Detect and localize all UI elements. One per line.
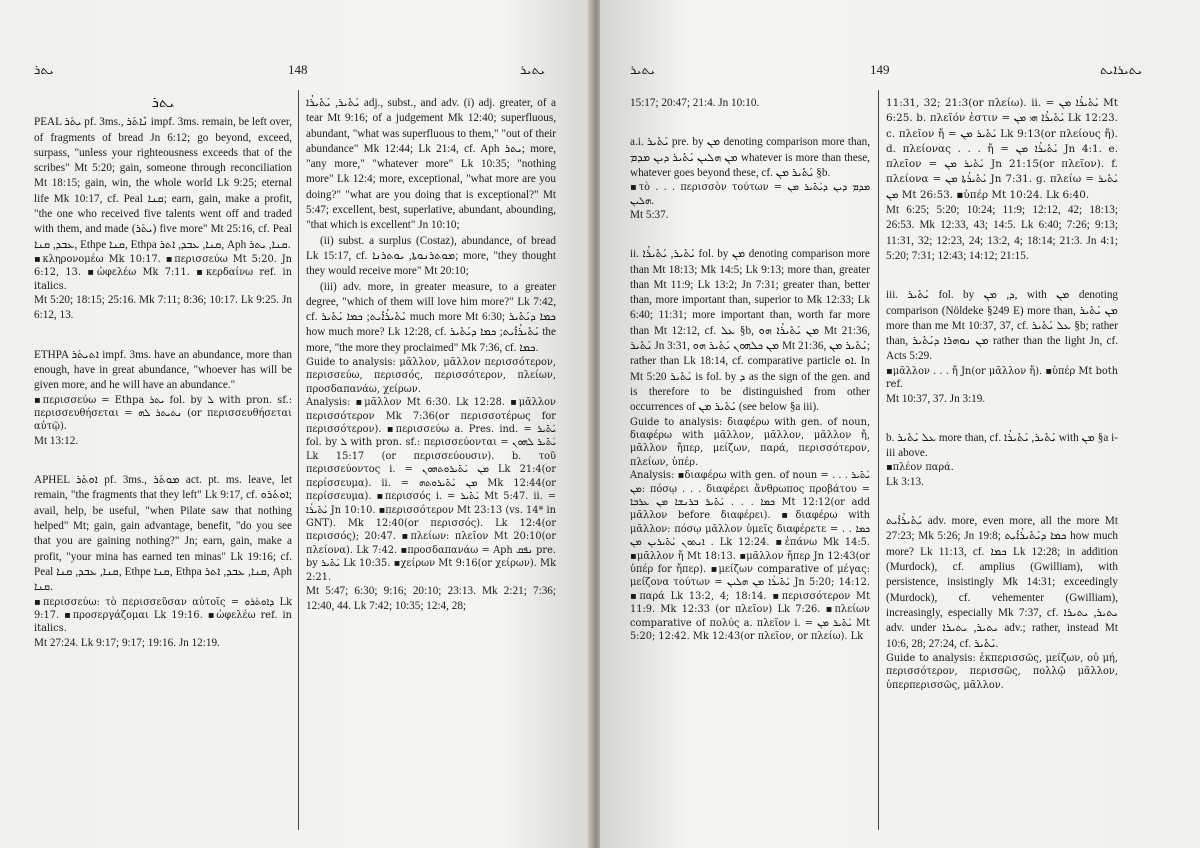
right-page [600,0,1200,848]
right-column-b [886,96,1118,692]
running-head-right: ܝܬܝܪ [520,62,546,77]
sense-a-i-refs: Mt 5:37. [630,209,669,221]
sense-a-i-greek: ▪τὸ . . . περισσὸν τούτων = ܡܕܡ ܕܝܢ ܕܝܰܬܺܝܪ ܡܢ ܗܠܝܢ. [630,182,870,207]
entry-adverb: ܝܰܬܺܝܪܳܐܺܝܬ adv. more, even more, all the more Mt 27:23; Mk 5:26; Jn 19:8; ܟܡܐ ܕܝܰܬܺܝܪܳܐܺܝܬ how much more? Lk 11:13, cf. ܟܡܐ Lk 12:28; in addition (Murdock), cf. amplius (Gwilliam), with persistence, insistingly Mk 14:31; exceedingly (Murdock), cf. vehementer (Gwilliam), increasingly, especially Mk 7:37, cf. ܝܬܝܪ, ܝܬܝܪܐ adv. under ܝܬܝܪ, ܝܬܝܪܐ adv.; rather, instead Mt 10:6, 28; 27:24, cf. ܝܰܬܺܝܪ. [886,515,1119,650]
column-rule [878,90,879,830]
continuation: 11:31, 32; 21:3(or πλείω). ii. = ܝܰܬܺܝܪܳܐ ܡܢ Mt 6:25. b. πλεῖόν ἐστιν = ܝܰܬܺܝܪܳܐ ܗܝ ܡܢ Lk 12:23. c. πλεῖον ἤ = ܝܰܬܺܝܪ ܡܢ Lk 9:13(or πλείους ἤ). d. πλείονας . . . ἤ = ܝܰܬܺܝܪܳܐ ܡܢ Jn 4:1. e. πλεῖον = ܝܰܬܺܝܪ ܡܢ Jn 21:15(or πλεῖον). f. πλείονα = ܝܰܬܺܝܪܳܬܐ ܡܢ Jn 7:31. g. πλείω = ܝܰܬܺܝܪ ܡܢ Mt 26:53. ▪ὑπέρ Mt 10:24. Lk 6:40. [886,97,1118,201]
right-column-a [630,96,870,643]
analysis: Analysis: ▪μᾶλλον Mt 6:30. Lk 12:28. ▪μᾶλλον περισσότερον Mk 7:36(or περισσοτέρως for περισσότερον). ▪περισσεύω a. Pres. ind. = ܝܰܬܺܝܪ fol. by ܠ with pron. sf.: περισσεύονται = ܝܰܬܺܝܪ ܠܗܘܢ Lk 15:17 (or περισσεύουσιν). b. τοῦ περισσεύοντος i. = ܡܢ ܝܰܬܺܝܪܘܬܗܘܢ Lk 21:4(or περίσσευμα). ii. = ܡܢ ܝܰܬܺܝܪܘܬܗ Mk 12:44(or περίσσευμα). ▪περισσός i. = ܝܰܬܺܝܪ Mt 5:47. ii. = ܝܰܬܺܝܪܳܐ Jn 10:10. ▪περισσότερον Mt 23:13 (vs. 14* in GNT). Mk 12:40(or περισσός). Lk 12:4(or περισσός); 20:47. ▪πλείων: πλεῖον Mt 20:10(or πλείονα). Lk 7:42. ▪προσδαπανάω = Aph ܢܦܩ pre. by ܝܰܬܺܝܪ Lk 10:35. ▪χείρων Mt 9:16(or χείρων). Mk 2:21. [306,397,557,583]
sense-ii: ii. ܝܰܬܺܝܪ, ܝܰܬܺܝܪܳܐ fol. by ܡܢ denoting comparison more than Mt 18:13; Mk 14:5; Lk 9:13; more than, greater than Mt 11:9; Lk 13:2; Jn 7:31; greater than, better than, more important than, superior to Mk 12:33; Lk 6:40; 11:31; more important than, worth far more than Mt 12:12, cf. ܥܠ §b, ܡܢ ܝܰܬܺܝܪܳܐ ܗܘ Mt 21:36, ܝܰܬܺܝܪ Jn 3:31, ܡܢ ܟܠܗܘܢ ܝܰܬܺܝܪ ܗܘ Mt 21:36, ܝܰܬܺܝܪ ܡܢ; rather than Lk 18:14, cf. comparative particle ܐܘ. In Mt 5:20 ܝܰܬܺܝܪ is fol. by ܕ as the sign of the gen. and is therefore to be distinguished from other occurrences of ܝܰܬܺܝܪ ܡܢ (see below §a iii). [630,248,871,414]
entry-aphel: APHEL ܐܘܬܰܪ pf. 3ms., ܡܘܬܰܪ act. pt. ms. leave, let remain, "the fragments that they left" Lk 9:17, cf. ܐܘܬܰܪܘ; avail, help, be useful, "when Pilate saw that nothing helped" Mt; gain, gain advantage, benefit, "do you see that you are gaining nothing?" Jn; earn, gain, make a profit, "your mina has earned ten minas" Lk 19:16; cf. Peal ܩܢܐ, ܥܒܕ, ܩܢܐ, Ethpe ܩܢܐ, Ethpa ܩܢܐ, ܥܒܕ, ܐܬܪ, Aph ܩܢܐ. [34,474,293,594]
peal-refs: Mt 5:20; 18:15; 25:16. Mk 7:11; 8:36; 10:17. Lk 9:25. Jn 6:12, 13. [34,294,292,322]
aphel-greek: ▪περισσεύω: τὸ περισσεῦσαν αὐτοῖς = ܕܐܘܬܰܪܘ Lk 9:17. ▪προσεργάζομαι Lk 19:16. ▪ὠφελέω ref. in italics. [34,596,293,635]
continuation: 15:17; 20:47; 21:4. Jn 10:10. [630,97,760,109]
sense-ii: (ii) subst. a surplus (Costaz), abundance, of bread Lk 15:17, cf. ܡܘܬܪܢܘܬܐ, ܝܘܬܪܢܐ; more, "they thought they would receive more" Mt 20:10; [306,234,556,278]
ethpa-refs: Mt 13:12. [34,434,79,447]
sense-iii-greek: ▪μᾶλλον . . . ἤ Jn(or μᾶλλον ἤ). ▪ὑπέρ Mt both ref. [886,365,1118,391]
refs: Mt 5:47; 6:30; 9:16; 20:10; 23:13. Mk 2:21; 7:36; 12:40, 44. Lk 7:42; 10:35; 12:4, 28; [306,584,556,613]
sense-b-refs: Lk 3:13. [886,475,924,488]
page-number: 148 [288,62,308,77]
aphel-refs: Mt 27:24. Lk 9:17; 9:17; 19:16. Jn 12:19. [34,636,220,649]
guide-to-analysis: Guide to analysis: διαφέρω with gen. of noun, διαφέρω with μᾶλλον, μᾶλλον, μᾶλλον ἤ, μᾶλλον ἤπερ, μείζων, παρά, περισσότερον, πλείων, ὑπέρ. [630,416,870,468]
analysis: Analysis: ▪διαφέρω with gen. of noun = ܝܰܬܺܝܪ . . . ܡܢ: πόσῳ . . . διαφέρει ἄνθρωπος προβάτου = ܟܡܐ . . . ܝܰܬܺܝܪ ܒܪܢܫܐ ܡܢ ܥܪܒܐ Mt 12:12(or add μᾶλλον before διαφέρει). ▪διαφέρω with μᾶλλον: πόσῳ μᾶλλον ὑμεῖς διαφέρετε = ܟܡܐ . . . ܐܢܬܘܢ ܝܰܬܺܝܪܝܢ ܡܢ Lk 12:24. ▪ἐπάνω Mk 14:5. ▪μᾶλλον ἤ Mt 18:13. ▪μᾶλλον ἤπερ Jn 12:43(or ὑπέρ for ἤπερ). ▪μείζων comparative of μέγας: μείζονα τούτων = ܝܰܬܺܝܪܳܐ ܡܢ ܗܠܝܢ Jn 5:20; 14:12. ▪παρά Lk 13:2, 4; 18:14. ▪περισσότερον Mt 11:9. Mk 12:33 (or πλεῖον) Lk 7:26. ▪πλείων comparative of πολύς a. πλεῖον i. = ܝܰܬܺܝܪ ܡܢ Mt 5:20; 12:42. Mk 12:43(or πλεῖον, or πλείω). Lk [630,470,870,643]
sense-b: b. ܥܠ ܝܰܬܺܝܪ more than, cf. ܝܰܬܺܝܪ, ܝܰܬܺܝܪܳܐ with ܡܢ §a i-iii above. [886,431,1118,460]
running-head-right: ܝܬܝܪܐܝܬ [1100,62,1143,77]
sense-a-i: a.i. ܝܰܬܺܝܪ pre. by ܡܢ denoting comparison more than, ܡܢ ܗܠܝܢ ܝܰܬܺܝܪ ܕܝܢ ܡܕܡ whatever is more than these, whatever goes beyond these, cf. ܝܰܬܺܝܪ ܡܢ §b. [630,136,870,179]
refs: Mt 6:25; 5:20; 10:24; 11:9; 12:12, 42; 18:13; 26:53. Mk 12:33, 43; 14:5. Lk 6:40; 7:26; 9:13; 11:31, 32; 12:23, 24; 13:2, 4; 18:14; 21:3. Jn 4:1; 5:20; 7:31; 12:43; 14:12; 21:15. [886,204,1118,262]
root-heading: ܝܬܪ [151,95,175,111]
entry-peal: PEAL ܝܬܰܪ pf. 3ms., ܢܶܐܬܰܪ impf. 3ms. remain, be left over, of fragments of bread Jn 6:12; go beyond, exceed, surpass, "unless your righteousness exceeds that of the scribes" Mt 5:20; gain, someone through reconciliation Mt 18:15; gain, win, the whole world Lk 9:25; eternal life Mk 10:17, cf. Peal ܩܢܐ; earn, gain, make a profit, "the one who received five talents went off and traded with them, and made (ܝܬܰܪ) five more" Mt 25:16, cf. Peal ܥܒܕ, ܩܢܐ, Ethpe ܩܢܐ, Ethpa ܩܢܐ, ܥܒܕ, ܐܬܪ, Aph ܩܢܐ, ܝܬܪ. [34,116,292,251]
column-rule [298,90,299,830]
guide-to-analysis: Guide to analysis: ἐκπερισσῶς, μείζων, οὐ μή, περισσότερον, περισσῶς, πολλῷ μᾶλλον, ὑπερπερισσῶς, μᾶλλον. [886,652,1118,691]
peal-greek: ▪κληρονομέω Mk 10:17. ▪περισσεύω Mt 5:20. Jn 6:12, 13. ▪ὠφελέω Mk 7:11. ▪κερδαίνω ref. in italics. [34,253,292,292]
guide-to-analysis: Guide to analysis: μᾶλλον, μᾶλλον περισσότερον, περισσεύω, περισσός, περισσότερον, πλείων, προσδαπανάω, χείρων. [306,357,556,395]
sense-b-greek: ▪πλέον παρά. [886,462,954,474]
entry-yatir: ܝܰܬܺܝܪ, ܝܰܬܺܝܪܳܐ adj., subst., and adv. (i) adj. greater, of a tear Mt 9:16; of a judgement Mk 12:40; superfluous, abundant, "what was superfluous to them," "out of their abundance" Mk 12:44; Lk 21:4, cf. Aph ܝܬܪ; more, "any more," "whatever more" Lk 10:35; "nothing more" Lk 12:4; more, exceptional, "what more are you doing?" "what are you doing that is exceptional?" Mt 5:47; excellent, best, superlative, abundant, abounding, "that which is excellent" Jn 10:10; [306,97,556,232]
entry-ethpa: ETHPA ܐܬܝܬܰܪ impf. 3ms. have an abundance, more than enough, have in great abundance, "whoever has will be given more, and he will have an abundance." [34,348,292,392]
page-number: 149 [870,62,890,77]
left-column-a [34,96,292,651]
sense-iii-refs: Mt 10:37, 37. Jn 3:19. [886,392,986,405]
sense-iii: iii. ܝܰܬܺܝܪ fol. by ܕ, ܡܢ, with ܡܢ denoting comparison (Nöldeke §249 E) more than, ܡܢ ܝܰܬܺܝܪ more than me Mt 10:37, 37, cf. ܥܠ ܝܰܬܺܝܪ §b; rather than, ܡܢ ܢܘܗܪܐ ܕܝܰܬܺܝܪ rather than the light Jn, cf. Acts 5:29. [886,289,1119,363]
left-page [0,0,592,848]
left-column-b [306,96,556,615]
ethpa-greek: ▪περισσεύω = Ethpa ܝܬܪ fol. by ܠ with pron. sf.: περισσευθήσεται = ܢܬܝܬܪ ܠܗ (or περισσευθήσεται αὐτῷ). [34,394,293,433]
running-head-left: ܝܬܝܪ [630,62,656,77]
sense-iii: (iii) adv. more, in greater measure, to a greater degree, "which of them will love him more?" Lk 7:42, cf. ܝܰܬܺܝܪܳܐܺܝܬ; ܟܡܐ ܝܰܬܺܝܪ much more Mt 6:30; ܟܡܐ ܕܝܰܬܺܝܪ how much more? Lk 12:28, cf. ܝܰܬܺܝܪܳܐܺܝܬ; ܟܡܐ ܕܝܰܬܺܝܪ the more, "the more they proclaimed" Mk 7:36, cf. ܟܡܐ. [306,280,556,354]
running-head-left: ܝܬܪ [34,62,54,77]
